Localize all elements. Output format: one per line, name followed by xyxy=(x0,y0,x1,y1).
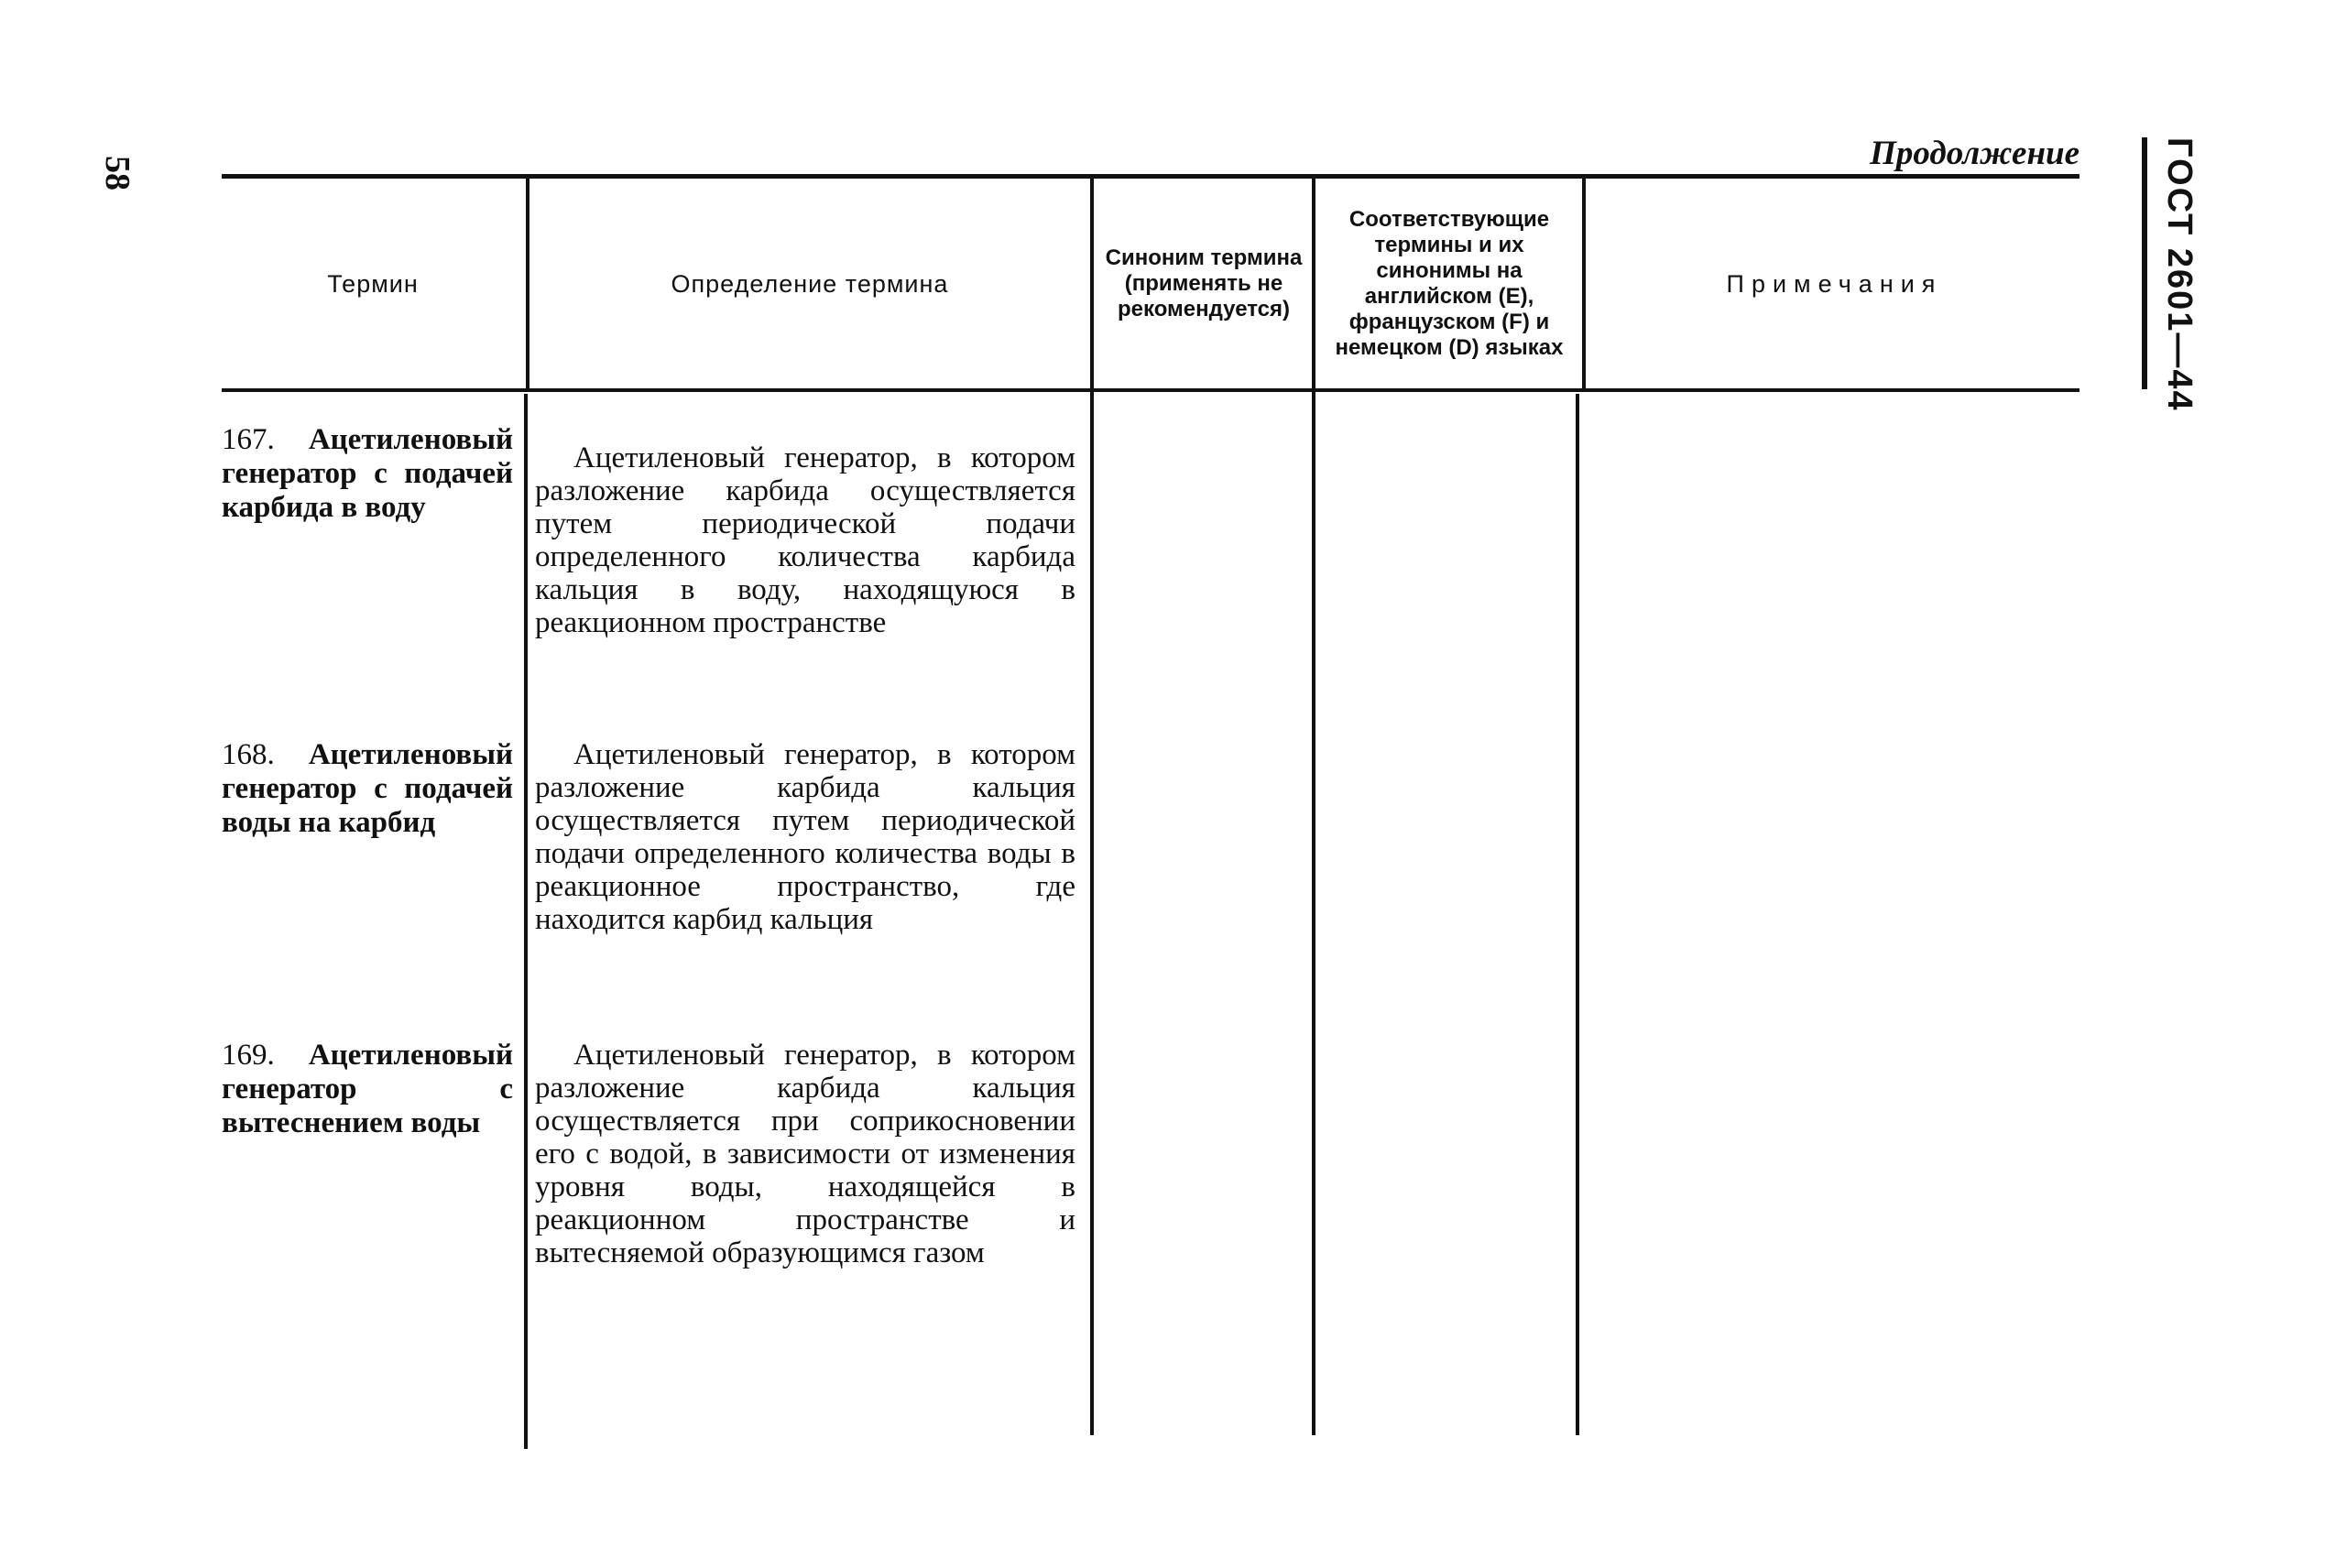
header-definition: Определение термина xyxy=(671,269,949,298)
column-divider-3 xyxy=(1312,179,1315,1435)
column-divider-4 xyxy=(1582,179,1586,389)
continuation-label: Продолжение xyxy=(1870,135,2079,172)
term-number: 167. xyxy=(222,423,275,456)
gost-side-bar xyxy=(2142,137,2147,389)
header-term: Термин xyxy=(327,269,419,298)
column-divider-4-body xyxy=(1576,394,1579,1435)
header-synonym: Синоним термина (применять не рекомендуется) xyxy=(1105,245,1303,321)
term-name: Ацетиленовый генератор с вытеснением воды xyxy=(222,1039,513,1139)
column-divider-1 xyxy=(526,179,529,389)
definition-cell: Ацетиленовый генератор, в котором разложение карбида кальция осуществляется при соприкосновении его с водой, в зависимости от изменения уровня воды, находящейся в реакционном пространстве и вытесняемой образующимся газом xyxy=(535,1039,1075,1269)
term-number: 168. xyxy=(222,738,275,771)
term-cell xyxy=(222,1039,513,1140)
column-divider-1-body xyxy=(524,394,528,1449)
term-cell xyxy=(222,738,513,840)
standard-id: ГОСТ 2601—44 xyxy=(2160,137,2199,412)
term-name: Ацетиленовый генератор с подачей карбида в воду xyxy=(222,423,513,524)
definition-cell: Ацетиленовый генератор, в котором разложение карбида кальция осуществляется путем периодической подачи определенного количества воды в реакционное пространство, где находится карбид кальция xyxy=(535,738,1075,936)
header-equivalents: Соответствующие термины и их синонимы на английском (E), французском (F) и немецком (D) языках xyxy=(1335,207,1564,360)
header-notes: Примечания xyxy=(1726,269,1943,298)
term-name: Ацетиленовый генератор с подачей воды на карбид xyxy=(222,738,513,839)
column-divider-2 xyxy=(1090,179,1094,1435)
table-header-rule xyxy=(222,388,2079,392)
definition-cell: Ацетиленовый генератор, в котором разложение карбида осуществляется путем периодической подачи определенного количества карбида кальция в воду, находящуюся в реакционном пространстве xyxy=(535,441,1075,639)
table-top-rule xyxy=(222,174,2079,179)
term-number: 169. xyxy=(222,1039,275,1072)
page-number: 58 xyxy=(98,156,136,191)
term-cell xyxy=(222,423,513,525)
